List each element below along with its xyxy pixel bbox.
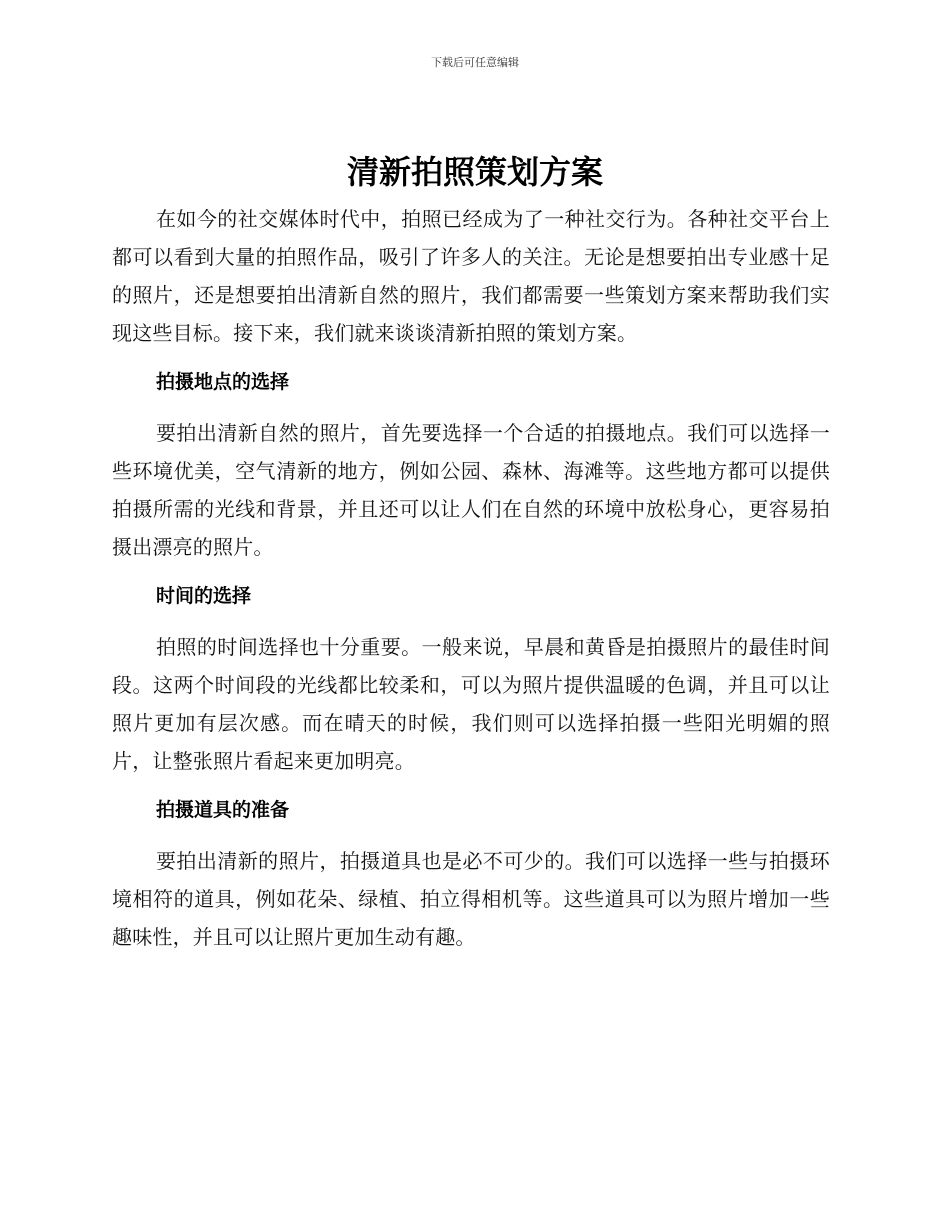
section-body-props: 要拍出清新的照片，拍摄道具也是必不可少的。我们可以选择一些与拍摄环境相符的道具，例如花朵、绿植、拍立得相机等。这些道具可以为照片增加一些趣味性，并且可以让照片更加生动有趣。 [112, 849, 830, 949]
section-heading-location: 拍摄地点的选择 [156, 371, 290, 393]
document-title: 清新拍照策划方案 [346, 153, 603, 191]
intro-paragraph: 在如今的社交媒体时代中，拍照已经成为了一种社交行为。各种社交平台上都可以看到大量的拍照作品，吸引了许多人的关注。无论是想要拍出专业感十足的照片，还是想要拍出清新自然的照片，我们都需要一些策划方案来帮助我们实现这些目标。接下来，我们就来谈谈清新拍照的策划方案。 [112, 207, 830, 345]
section-body-time: 拍照的时间选择也十分重要。一般来说，早晨和黄昏是拍摄照片的最佳时间段。这两个时间段的光线都比较柔和，可以为照片提供温暖的色调，并且可以让照片更加有层次感。而在晴天的时候，我们则可以选择拍摄一些阳光明媚的照片，让整张照片看起来更加明亮。 [112, 635, 830, 773]
section-heading-props: 拍摄道具的准备 [156, 799, 290, 821]
header-note: 下载后可任意编辑 [431, 56, 519, 69]
section-body-location: 要拍出清新自然的照片，首先要选择一个合适的拍摄地点。我们可以选择一些环境优美，空气清新的地方，例如公园、森林、海滩等。这些地方都可以提供拍摄所需的光线和背景，并且还可以让人们在自然的环境中放松身心，更容易拍摄出漂亮的照片。 [112, 421, 830, 559]
section-heading-time: 时间的选择 [156, 585, 252, 607]
document-body [112, 200, 830, 956]
